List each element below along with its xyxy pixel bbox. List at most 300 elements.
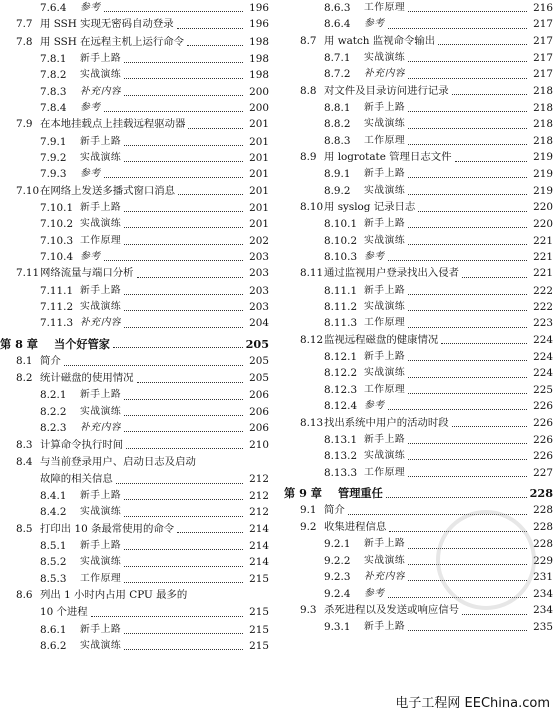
toc-entry-title: 实战演练 <box>364 184 406 196</box>
toc-entry-number: 7.6.4 <box>40 2 67 14</box>
toc-subsection-entry[interactable] <box>0 166 272 182</box>
toc-entry-title: 新手上路 <box>80 284 122 296</box>
toc-page-number: 222 <box>533 284 553 297</box>
toc-entry-title: 实战演练 <box>80 506 122 518</box>
toc-entry-title: 用 syslog 记录日志 <box>324 201 416 214</box>
toc-subsection-entry[interactable] <box>0 404 272 420</box>
toc-subsection-entry[interactable] <box>0 315 272 331</box>
toc-entry-number: 7.8.3 <box>40 85 67 98</box>
toc-entry-number: 7.9 <box>16 118 33 131</box>
toc-subsection-entry[interactable] <box>0 387 272 403</box>
toc-entry-title: 收集进程信息 <box>324 521 387 534</box>
toc-subsection-entry[interactable] <box>0 488 272 504</box>
toc-subsection-entry[interactable] <box>0 67 272 83</box>
toc-page-number: 205 <box>249 354 269 367</box>
toc-subsection-entry[interactable] <box>284 249 556 265</box>
dot-leader <box>408 193 527 195</box>
toc-section-entry[interactable] <box>0 370 272 387</box>
dot-leader <box>124 61 243 63</box>
toc-subsection-entry[interactable] <box>0 216 272 232</box>
toc-entry-title: 新手上路 <box>80 623 122 635</box>
dot-leader <box>408 475 527 477</box>
toc-entry-title: 新手上路 <box>364 621 406 633</box>
dot-leader <box>388 259 527 261</box>
toc-entry-title: 新手上路 <box>364 350 406 362</box>
toc-subsection-entry[interactable] <box>0 200 272 216</box>
toc-entry-number: 8.5.1 <box>40 540 67 553</box>
toc-entry-number: 8.6.2 <box>40 640 67 652</box>
toc-subsection-entry[interactable] <box>284 315 556 331</box>
dot-leader <box>104 110 243 112</box>
toc-page-number: 212 <box>249 506 269 519</box>
toc-section-entry[interactable] <box>284 332 556 349</box>
toc-page-number: 228 <box>529 485 553 500</box>
toc-entry-title: 10 个进程 <box>40 606 88 619</box>
toc-entry-title: 新手上路 <box>364 538 406 550</box>
toc-page-number: 198 <box>249 35 269 48</box>
toc-entry-title: 新手上路 <box>80 52 122 64</box>
toc-subsection-entry[interactable] <box>284 116 556 132</box>
toc-entry-number: 第 8 章 <box>0 336 38 351</box>
toc-subsection-entry[interactable] <box>284 133 556 149</box>
toc-entry-title: 当个好管家 <box>54 336 110 351</box>
toc-subsection-entry[interactable] <box>284 50 556 66</box>
toc-page-number: 222 <box>533 301 553 314</box>
toc-entry-number: 8.9 <box>300 151 317 164</box>
toc-subsection-entry[interactable] <box>284 465 556 481</box>
toc-page-number: 231 <box>533 571 553 584</box>
toc-page-number: 218 <box>533 84 553 97</box>
toc-entry-title: 实战演练 <box>80 69 122 81</box>
toc-subsection-entry[interactable] <box>284 233 556 249</box>
toc-entry-number: 8.3 <box>16 438 33 451</box>
toc-section-entry[interactable] <box>0 587 272 604</box>
dot-leader <box>388 408 527 410</box>
toc-entry-number: 8.12.1 <box>324 350 358 363</box>
dot-leader <box>124 77 243 79</box>
toc-entry-number: 7.10 <box>16 184 40 197</box>
site-watermark: 电子工程网 EEChina.com <box>395 696 550 711</box>
toc-subsection-entry[interactable] <box>0 420 272 436</box>
toc-section-entry[interactable] <box>284 199 556 216</box>
toc-page-number: 212 <box>249 472 269 485</box>
toc-entry-title: 在网络上发送多播式窗口消息 <box>40 184 176 197</box>
toc-entry-title: 实战演练 <box>364 118 406 130</box>
toc-subsection-entry[interactable] <box>284 100 556 116</box>
toc-page-number: 234 <box>533 604 553 617</box>
toc-entry-number: 7.11.3 <box>40 317 74 330</box>
toc-page-number: 203 <box>249 251 269 264</box>
toc-page-number: 212 <box>249 490 269 503</box>
toc-page-number: 220 <box>533 201 553 214</box>
toc-entry-number: 8.11.1 <box>324 284 358 297</box>
toc-entry-title: 工作原理 <box>364 383 406 395</box>
toc-entry-number: 9.1 <box>300 504 317 517</box>
toc-subsection-entry[interactable] <box>0 100 272 116</box>
dot-leader <box>104 10 243 12</box>
toc-entry-number: 8.11.3 <box>324 317 358 330</box>
toc-entry-title: 新手上路 <box>364 218 406 230</box>
dot-leader <box>124 498 243 500</box>
dot-leader <box>418 210 527 212</box>
dot-leader <box>116 482 243 484</box>
toc-chapter-entry[interactable] <box>0 336 272 353</box>
toc-subsection-entry[interactable] <box>284 398 556 414</box>
toc-page-number: 205 <box>245 336 269 351</box>
toc-entry-number: 8.5.3 <box>40 572 67 585</box>
toc-entry-number: 8.8.2 <box>324 118 351 131</box>
dot-leader <box>408 359 527 361</box>
dot-leader <box>408 326 527 328</box>
toc-page-number: 201 <box>249 201 269 214</box>
dot-leader <box>124 309 243 311</box>
toc-entry-number: 8.1 <box>16 354 33 367</box>
toc-entry-number: 8.6 <box>16 589 33 602</box>
toc-subsection-entry[interactable] <box>0 233 272 249</box>
toc-page-number: 226 <box>533 433 553 446</box>
toc-page-number: 234 <box>533 587 553 600</box>
toc-entry-title: 工作原理 <box>364 317 406 329</box>
toc-subsection-entry[interactable] <box>0 150 272 166</box>
dot-leader <box>462 613 527 615</box>
dot-leader <box>438 43 527 45</box>
toc-page-number: 229 <box>533 554 553 567</box>
toc-page-number: 196 <box>249 18 269 31</box>
toc-section-entry[interactable] <box>0 437 272 454</box>
toc-section-entry[interactable] <box>284 83 556 100</box>
dot-leader <box>408 176 527 178</box>
toc-entry-number: 9.3 <box>300 604 317 617</box>
dot-leader <box>452 93 527 95</box>
toc-entry-number: 7.7 <box>16 18 33 31</box>
toc-page-number: 206 <box>249 405 269 418</box>
toc-entry-title: 补充内容 <box>364 68 406 80</box>
toc-entry-title: 补充内容 <box>80 317 122 329</box>
toc-entry-title: 实战演练 <box>80 218 122 230</box>
toc-entry-number: 9.2.2 <box>324 554 351 567</box>
toc-section-entry[interactable] <box>284 265 556 282</box>
toc-page-number: 200 <box>249 101 269 114</box>
toc-section-entry[interactable] <box>284 602 556 619</box>
toc-entry-number: 8.13.2 <box>324 450 358 463</box>
dot-leader <box>137 381 243 383</box>
toc-entry-number: 8.7.1 <box>324 51 351 64</box>
toc-subsection-entry[interactable] <box>0 571 272 587</box>
toc-subsection-entry[interactable] <box>0 134 272 150</box>
toc-page-number: 196 <box>249 2 269 14</box>
toc-entry-title: 工作原理 <box>80 572 122 584</box>
toc-subsection-entry[interactable] <box>0 299 272 315</box>
toc-entry-number: 7.8.2 <box>40 69 67 82</box>
toc-entry-number: 7.10.3 <box>40 234 74 247</box>
toc-entry-title: 对文件及目录访问进行记录 <box>324 84 449 97</box>
toc-page-number: 201 <box>249 151 269 164</box>
toc-page-number: 221 <box>533 267 553 280</box>
toc-subsection-entry[interactable] <box>0 249 272 265</box>
toc-entry-title: 在本地挂载点上挂载远程驱动器 <box>40 118 186 131</box>
toc-subsection-entry[interactable] <box>284 619 556 635</box>
dot-leader <box>137 276 243 278</box>
dot-leader <box>124 226 243 228</box>
dot-leader <box>408 10 527 12</box>
dot-leader <box>408 243 527 245</box>
dot-leader <box>441 342 527 344</box>
toc-subsection-entry[interactable] <box>284 365 556 381</box>
toc-section-entry[interactable] <box>284 149 556 166</box>
toc-subsection-entry[interactable] <box>0 84 272 100</box>
toc-subsection-entry[interactable] <box>284 448 556 464</box>
toc-page-number: 217 <box>533 68 553 81</box>
dot-leader <box>124 398 243 400</box>
dot-leader <box>462 276 527 278</box>
toc-section-entry[interactable] <box>284 415 556 432</box>
toc-section-entry[interactable] <box>0 183 272 200</box>
toc-entry-number: 8.12.4 <box>324 400 358 413</box>
dot-leader <box>388 27 527 29</box>
toc-page-number: 235 <box>533 621 553 634</box>
dot-leader <box>408 293 527 295</box>
toc-entry-number: 8.7 <box>300 34 317 47</box>
toc-entry-number: 8.6.4 <box>324 18 351 31</box>
toc-entry-title: 网络流量与端口分析 <box>40 267 134 280</box>
toc-entry-number: 8.6.3 <box>324 2 351 14</box>
toc-section-entry[interactable] <box>0 353 272 370</box>
toc-section-entry[interactable] <box>0 34 272 51</box>
toc-entry-title: 补充内容 <box>364 571 406 583</box>
toc-entry-title: 通过监视用户登录找出入侵者 <box>324 267 460 280</box>
toc-section-entry[interactable] <box>0 604 272 621</box>
toc-entry-number: 9.2 <box>300 521 317 534</box>
toc-entry-number: 9.2.4 <box>324 587 351 600</box>
toc-subsection-entry[interactable] <box>284 299 556 315</box>
toc-entry-number: 8.12 <box>300 333 324 346</box>
toc-entry-title: 实战演练 <box>364 51 406 63</box>
toc-page-number: 224 <box>533 367 553 380</box>
toc-subsection-entry[interactable] <box>0 504 272 520</box>
toc-entry-title: 实战演练 <box>80 151 122 163</box>
toc-entry-title: 新手上路 <box>364 101 406 113</box>
toc-section-entry[interactable] <box>0 521 272 538</box>
toc-page-number: 219 <box>533 151 553 164</box>
toc-subsection-entry[interactable] <box>284 166 556 182</box>
toc-page-number: 224 <box>533 333 553 346</box>
dot-leader <box>124 144 243 146</box>
toc-page-number: 200 <box>249 85 269 98</box>
toc-entry-title: 监视远程磁盘的健康情况 <box>324 333 439 346</box>
dot-leader <box>124 94 243 96</box>
toc-entry-title: 打印出 10 条最常使用的命令 <box>40 522 175 535</box>
toc-entry-title: 补充内容 <box>80 422 122 434</box>
toc-subsection-entry[interactable] <box>0 51 272 67</box>
toc-page-number: 201 <box>249 184 269 197</box>
toc-entry-number: 8.13.1 <box>324 433 358 446</box>
toc-entry-number: 第 9 章 <box>284 485 322 500</box>
toc-subsection-entry[interactable] <box>284 283 556 299</box>
toc-entry-number: 7.10.4 <box>40 251 74 264</box>
toc-entry-title: 新手上路 <box>364 168 406 180</box>
toc-section-entry[interactable] <box>0 454 272 471</box>
toc-page-number: 218 <box>533 118 553 131</box>
toc-entry-number: 7.9.2 <box>40 151 67 164</box>
toc-entry-number: 8.10.3 <box>324 251 358 264</box>
toc-entry-title: 工作原理 <box>364 134 406 146</box>
dot-leader <box>91 615 243 617</box>
toc-entry-title: 用 watch 监视命令输出 <box>324 34 436 47</box>
toc-entry-title: 用 SSH 在远程主机上运行命令 <box>40 35 185 48</box>
toc-entry-number: 8.10.2 <box>324 234 358 247</box>
dot-leader <box>177 27 243 29</box>
dot-leader <box>104 176 243 178</box>
toc-page-number: 201 <box>249 135 269 148</box>
dot-leader <box>124 293 243 295</box>
toc-page-number: 201 <box>249 218 269 231</box>
toc-entry-number: 7.11 <box>16 267 40 280</box>
toc-entry-number: 9.2.1 <box>324 538 351 551</box>
toc-entry-title: 新手上路 <box>80 135 122 147</box>
toc-page-number: 225 <box>533 383 553 396</box>
dot-leader <box>408 60 527 62</box>
toc-subsection-entry[interactable] <box>0 638 272 654</box>
toc-page-number: 217 <box>533 34 553 47</box>
toc-entry-title: 与当前登录用户、启动日志及启动 <box>40 455 196 468</box>
toc-subsection-entry[interactable] <box>0 538 272 554</box>
toc-page-number: 228 <box>533 504 553 517</box>
dot-leader <box>124 632 243 634</box>
toc-subsection-entry[interactable] <box>0 622 272 638</box>
toc-entry-number: 8.4 <box>16 455 33 468</box>
dot-leader <box>124 414 243 416</box>
toc-page-number: 217 <box>533 51 553 64</box>
toc-entry-title: 实战演练 <box>80 556 122 568</box>
toc-chapter-entry[interactable] <box>284 485 556 502</box>
toc-entry-title: 参考 <box>364 251 385 263</box>
toc-subsection-entry[interactable] <box>284 382 556 398</box>
toc-page-number: 218 <box>533 134 553 147</box>
toc-section-entry[interactable] <box>284 502 556 519</box>
toc-page-number: 214 <box>249 556 269 569</box>
toc-subsection-entry[interactable] <box>0 283 272 299</box>
toc-page-number: 223 <box>533 317 553 330</box>
toc-entry-title: 工作原理 <box>364 2 406 13</box>
dot-leader <box>178 193 243 195</box>
toc-subsection-entry[interactable] <box>284 216 556 232</box>
dot-leader <box>408 442 527 444</box>
toc-subsection-entry[interactable] <box>0 0 272 16</box>
toc-subsection-entry[interactable] <box>284 183 556 199</box>
dot-leader <box>124 326 243 328</box>
toc-section-entry[interactable] <box>284 33 556 50</box>
toc-entry-number: 8.5 <box>16 522 33 535</box>
toc-entry-title: 杀死进程以及发送或响应信号 <box>324 604 460 617</box>
toc-subsection-entry[interactable] <box>0 554 272 570</box>
dot-leader <box>408 309 527 311</box>
toc-entry-number: 8.5.2 <box>40 556 67 569</box>
toc-entry-number: 8.13 <box>300 416 324 429</box>
toc-entry-number: 8.8 <box>300 84 317 97</box>
toc-entry-title: 参考 <box>80 101 101 113</box>
toc-entry-title: 参考 <box>364 400 385 412</box>
dot-leader <box>177 531 243 533</box>
dot-leader <box>188 127 243 129</box>
toc-page-number: 215 <box>249 606 269 619</box>
toc-entry-title: 实战演练 <box>364 450 406 462</box>
dot-leader <box>452 425 527 427</box>
toc-page-number: 221 <box>533 251 553 264</box>
toc-page-number: 206 <box>249 422 269 435</box>
toc-entry-title: 简介 <box>40 354 61 367</box>
toc-entry-title: 实战演练 <box>364 367 406 379</box>
dot-leader <box>124 581 243 583</box>
toc-entry-title: 实战演练 <box>80 405 122 417</box>
toc-page-number: 220 <box>533 218 553 231</box>
dot-leader <box>64 364 243 366</box>
toc-page-number: 198 <box>249 69 269 82</box>
toc-entry-title: 简介 <box>324 504 345 517</box>
toc-entry-title: 补充内容 <box>80 85 122 97</box>
toc-section-entry[interactable] <box>0 116 272 133</box>
toc-entry-number: 8.2.1 <box>40 389 67 402</box>
dot-leader <box>124 160 243 162</box>
dot-leader <box>408 392 527 394</box>
toc-section-entry[interactable] <box>0 265 272 282</box>
toc-entry-number: 8.9.2 <box>324 184 351 197</box>
dot-leader <box>124 210 243 212</box>
dot-leader <box>124 430 243 432</box>
dot-leader <box>408 127 527 129</box>
dot-leader <box>408 77 527 79</box>
toc-page-number: 226 <box>533 450 553 463</box>
toc-subsection-entry[interactable] <box>284 0 556 16</box>
toc-entry-number: 7.11.1 <box>40 284 74 297</box>
toc-entry-number: 8.9.1 <box>324 168 351 181</box>
toc-page-number: 218 <box>533 101 553 114</box>
toc-entry-number: 8.2 <box>16 372 33 385</box>
toc-page-number: 204 <box>249 317 269 330</box>
toc-page-number: 203 <box>249 284 269 297</box>
toc-entry-title: 故障的相关信息 <box>40 472 113 485</box>
dot-leader <box>408 110 527 112</box>
dot-leader <box>124 548 243 550</box>
toc-subsection-entry[interactable] <box>284 349 556 365</box>
toc-page-number: 219 <box>533 184 553 197</box>
toc-page-number: 201 <box>249 118 269 131</box>
toc-entry-title: 参考 <box>80 2 101 13</box>
dot-leader <box>104 259 243 261</box>
toc-page-number: 224 <box>533 350 553 363</box>
toc-section-entry[interactable] <box>0 16 272 33</box>
toc-subsection-entry[interactable] <box>284 66 556 82</box>
toc-entry-number: 8.4.1 <box>40 490 67 503</box>
toc-page-number: 228 <box>533 521 553 534</box>
toc-page-number: 198 <box>249 52 269 65</box>
dot-leader <box>455 160 528 162</box>
toc-subsection-entry[interactable] <box>284 16 556 32</box>
toc-entry-title: 用 logrotate 管理日志文件 <box>324 151 452 164</box>
toc-entry-title: 参考 <box>364 18 385 30</box>
dot-leader <box>124 243 243 245</box>
toc-page-number: 202 <box>249 234 269 247</box>
toc-entry-number: 9.3.1 <box>324 621 351 634</box>
toc-page-number: 206 <box>249 389 269 402</box>
toc-entry-number: 8.11 <box>300 267 324 280</box>
toc-page-number: 227 <box>533 466 553 479</box>
toc-entry-number: 7.8.4 <box>40 101 67 114</box>
toc-left-column <box>0 0 272 654</box>
toc-page-number: 214 <box>249 540 269 553</box>
toc-page-number: 201 <box>249 168 269 181</box>
toc-section-entry[interactable] <box>0 471 272 488</box>
toc-subsection-entry[interactable] <box>284 432 556 448</box>
